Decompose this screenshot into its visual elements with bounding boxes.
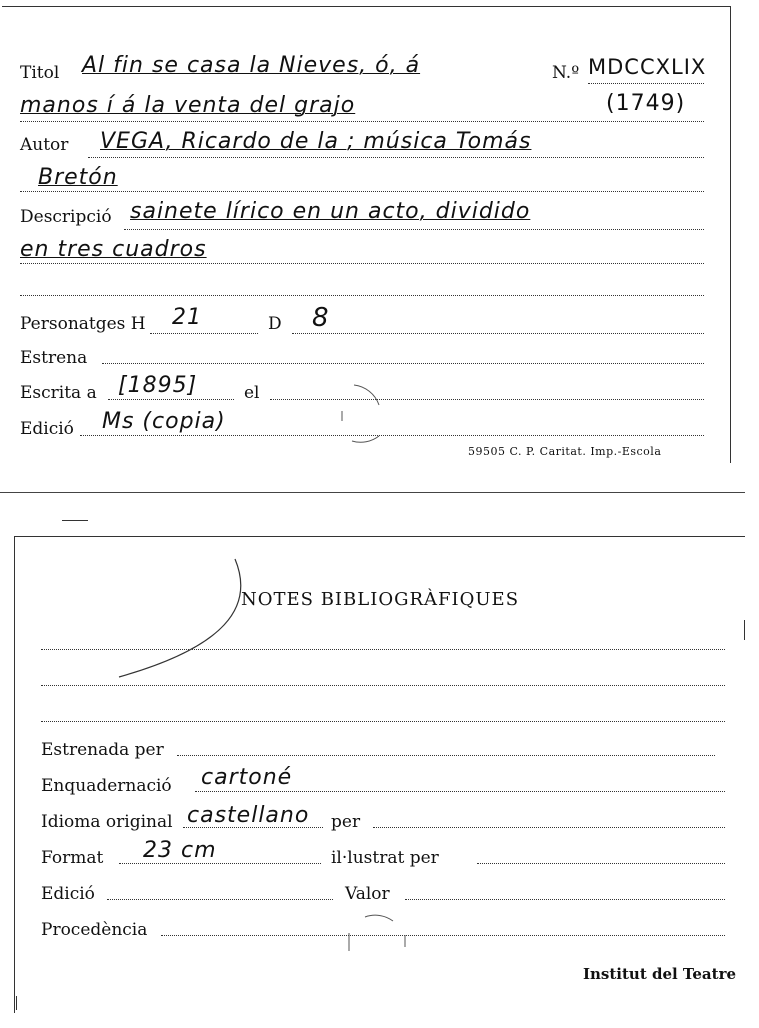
autor-label: Autor (20, 135, 69, 155)
valor-dotted-line (405, 899, 725, 900)
estrena-dotted-line (102, 363, 704, 364)
titol-label: Titol (20, 63, 60, 83)
back-stamp-mark (341, 911, 411, 977)
idioma-per-dotted-line (373, 827, 725, 828)
titol-dotted-line-2 (20, 121, 704, 122)
idioma-value: castellano (187, 803, 310, 828)
personatges-label: Personatges H (20, 314, 146, 334)
back-edicio-label: Edició (41, 884, 95, 904)
procedencia-label: Procedència (41, 920, 148, 940)
personatges-h-line (150, 333, 258, 334)
numero-value: MDCCXLIX (588, 55, 707, 79)
idioma-per-label: per (331, 812, 361, 832)
el-label: el (244, 383, 260, 403)
numero-paren: (1749) (606, 91, 686, 116)
pen-stroke (115, 547, 255, 687)
scan-mark (62, 520, 88, 521)
format-value: 23 cm (143, 838, 217, 863)
personatges-d-value: 8 (312, 303, 330, 333)
autor-value-1: VEGA, Ricardo de la ; música Tomás (100, 129, 532, 154)
format-label: Format (41, 848, 104, 868)
estrena-label: Estrena (20, 348, 88, 368)
estrenada-dotted-line (177, 755, 715, 756)
catalog-card-front (2, 6, 731, 463)
titol-value-1: Al fin se casa la Nieves, ó, á (82, 53, 421, 78)
stamp-mark (334, 381, 384, 451)
autor-dotted-line (88, 157, 704, 158)
autor-value-2: Bretón (38, 165, 118, 190)
institution-imprint: Institut del Teatre (583, 965, 737, 983)
card-separator (0, 492, 745, 493)
numero-dotted-line (588, 83, 704, 84)
escrita-dotted-line (108, 399, 234, 400)
notes-line-3 (41, 721, 725, 722)
personatges-h-value: 21 (172, 305, 202, 330)
edicio-label: Edició (20, 419, 74, 439)
procedencia-dotted-line (161, 935, 725, 936)
notes-heading: NOTES BIBLIOGRÀFIQUES (241, 589, 520, 610)
blank-dotted-line (20, 295, 704, 296)
edicio-dotted-line (80, 435, 704, 436)
catalog-card-back (14, 536, 745, 1013)
idioma-label: Idioma original (41, 812, 173, 832)
descripcio-value-1: sainete lírico en un acto, dividido (130, 199, 531, 224)
scan-corner-mark (16, 996, 17, 1010)
descripcio-dotted-line (124, 229, 704, 230)
scan-edge-mark (744, 620, 745, 640)
escrita-label: Escrita a (20, 383, 97, 403)
notes-line-1 (41, 649, 725, 650)
titol-value-2: manos í á la venta del grajo (20, 93, 356, 118)
illustrat-label: il·lustrat per (331, 848, 439, 868)
descripcio-label: Descripció (20, 207, 112, 227)
edicio-value: Ms (copia) (102, 409, 226, 434)
illustrat-dotted-line (477, 863, 725, 864)
format-dotted-line (119, 863, 321, 864)
descripcio-value-2: en tres cuadros (20, 237, 207, 262)
personatges-d-line (292, 333, 704, 334)
notes-line-2 (41, 685, 725, 686)
personatges-d-label: D (268, 314, 282, 334)
valor-label: Valor (345, 884, 390, 904)
escrita-value: [1895] (118, 373, 198, 398)
estrenada-label: Estrenada per (41, 740, 164, 760)
autor-dotted-line-2 (20, 191, 704, 192)
printer-imprint: 59505 C. P. Caritat. Imp.-Escola (468, 445, 662, 458)
enquadernacio-value: cartoné (201, 765, 293, 790)
enquadernacio-label: Enquadernació (41, 776, 172, 796)
enquadernacio-dotted-line (195, 791, 725, 792)
numero-label: N.º (552, 63, 580, 83)
descripcio-dotted-line-2 (20, 263, 704, 264)
back-edicio-dotted-line (107, 899, 333, 900)
idioma-dotted-line (183, 827, 323, 828)
